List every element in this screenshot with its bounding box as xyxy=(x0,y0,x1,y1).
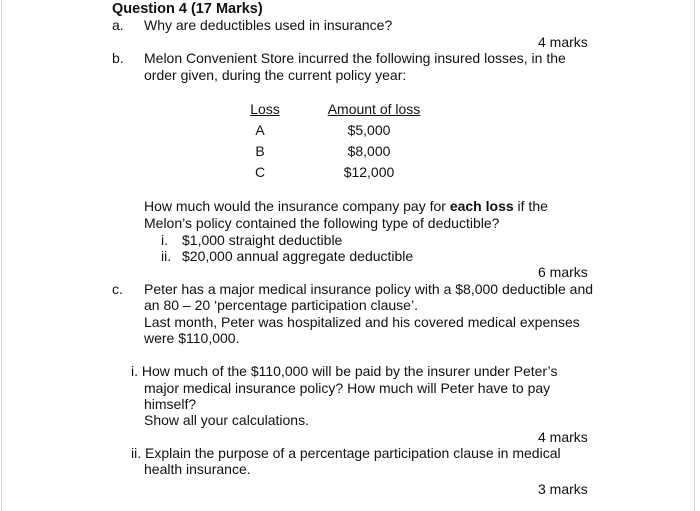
part-b-label: b. xyxy=(112,50,124,66)
sub-i-line1: i. How much of the $110,000 will be paid by the insurer under Peter’s xyxy=(131,363,558,379)
part-b-intro-line1: Melon Convenient Store incurred the following insured losses, in the xyxy=(144,50,566,66)
sub-i-line2: major medical insurance policy? How much will Peter have to pay xyxy=(144,380,551,396)
table-header-amount: Amount of loss xyxy=(327,101,421,117)
table-row-b-amount: $8,000 xyxy=(347,143,391,159)
part-a-marks: 4 marks xyxy=(538,34,588,50)
option-i-num: i. xyxy=(161,232,168,248)
right-edge-line xyxy=(694,0,695,511)
part-b-intro-line2: order given, during the current policy year: xyxy=(144,67,407,83)
sub-ii-marks: 3 marks xyxy=(538,481,588,497)
sub-i-marks: 4 marks xyxy=(538,429,588,445)
sub-i-line3: himself? xyxy=(144,396,197,412)
question-title: Question 4 (17 Marks) xyxy=(112,1,263,17)
part-a-label: a. xyxy=(112,17,124,33)
part-c-line3: Last month, Peter was hospitalized and his covered medical expenses xyxy=(144,314,580,330)
part-b-marks: 6 marks xyxy=(538,264,588,280)
sub-ii-line2: health insurance. xyxy=(144,461,251,477)
part-b-question-bold: each loss xyxy=(449,198,514,214)
option-ii-num: ii. xyxy=(161,248,172,264)
part-c-line2: an 80 – 20 ‘percentage participation clause’. xyxy=(144,297,418,313)
left-edge-line xyxy=(1,0,2,511)
option-i-text: $1,000 straight deductible xyxy=(182,232,343,248)
part-c-line4: were $110,000. xyxy=(144,330,240,346)
part-c-label: c. xyxy=(112,281,123,297)
part-b-question-pre: How much would the insurance company pay for xyxy=(144,198,446,214)
part-c-line1: Peter has a major medical insurance policy with a $8,000 deductible and xyxy=(144,281,594,297)
sub-ii-line1: ii. Explain the purpose of a percentage participation clause in medical xyxy=(131,445,561,461)
part-b-question-line1 xyxy=(144,198,548,214)
table-row-b-loss: B xyxy=(255,143,265,159)
table-row-a-amount: $5,000 xyxy=(347,122,391,138)
table-row-a-loss: A xyxy=(255,122,265,138)
table-header-loss: Loss xyxy=(250,101,280,117)
table-row-c-loss: C xyxy=(254,164,266,180)
part-b-question-line2: Melon’s policy contained the following type of deductible? xyxy=(144,215,500,231)
option-ii-text: $20,000 annual aggregate deductible xyxy=(182,248,414,264)
table-row-c-amount: $12,000 xyxy=(343,164,395,180)
part-b-question-post: if the xyxy=(517,198,548,214)
part-a-text: Why are deductibles used in insurance? xyxy=(144,17,393,33)
sub-i-line4: Show all your calculations. xyxy=(144,412,309,428)
